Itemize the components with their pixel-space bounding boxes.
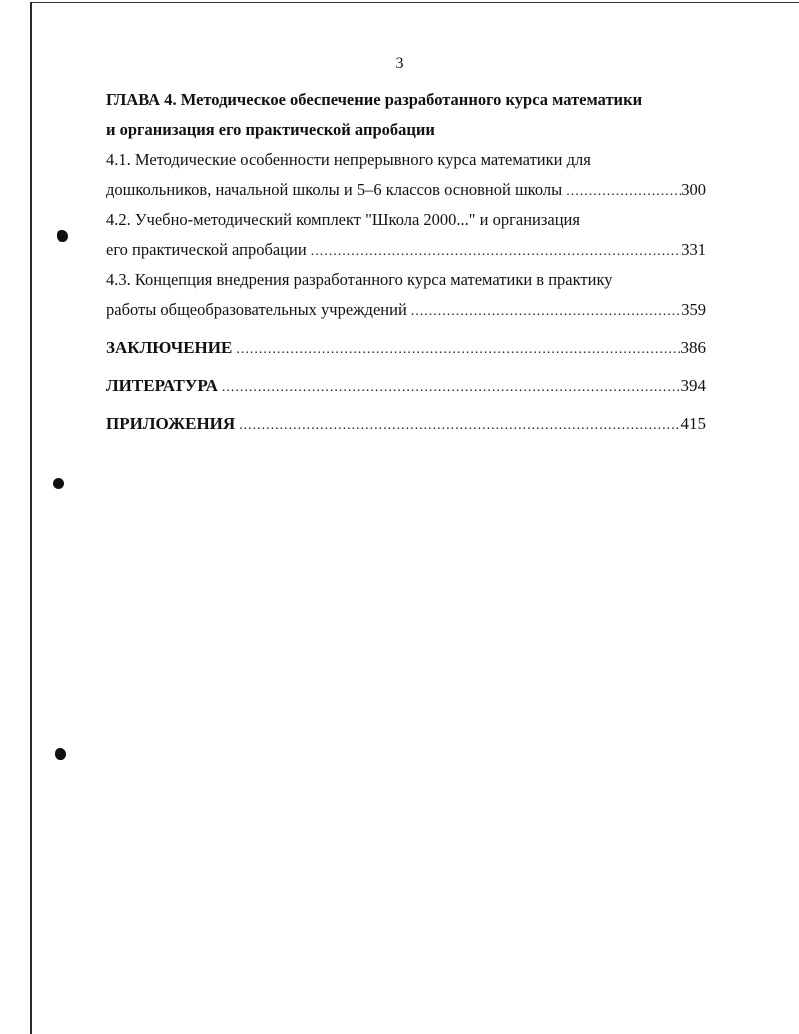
toc-section-4-2-page: 331 <box>681 240 706 259</box>
dot-leader <box>235 416 680 436</box>
toc-conclusion <box>106 338 706 360</box>
toc-conclusion-page: 386 <box>680 338 706 357</box>
toc-section-4-2-line-2 <box>106 240 706 262</box>
dot-leader <box>407 302 681 322</box>
dot-leader <box>218 378 681 398</box>
toc-section-4-1-line-2 <box>106 180 706 202</box>
dot-leader <box>232 340 680 360</box>
toc-section-4-3-line-1: 4.3. Концепция внедрения разработанного курса математики в практику <box>106 270 613 289</box>
dot-leader <box>562 182 681 202</box>
toc-section-4-3-page: 359 <box>681 300 706 319</box>
page-number: 3 <box>395 55 404 72</box>
toc-literature <box>106 376 706 398</box>
toc-section-4-1-title: дошкольников, начальной школы и 5–6 классов основной школы <box>106 180 563 199</box>
toc-literature-label: ЛИТЕРАТУРА <box>106 376 218 395</box>
toc-section-4-3-line-2 <box>106 300 706 322</box>
toc-section-4-1-page: 300 <box>681 180 706 199</box>
toc-appendices-label: ПРИЛОЖЕНИЯ <box>106 414 236 433</box>
scan-border-top <box>30 2 799 3</box>
toc-conclusion-label: ЗАКЛЮЧЕНИЕ <box>106 338 233 357</box>
scan-border-left <box>30 2 32 1034</box>
toc-section-4-2-line-1: 4.2. Учебно-методический комплект "Школа 2000..." и организация <box>106 210 580 229</box>
binding-hole-mark-icon <box>57 230 68 242</box>
toc-chapter-4-line-1: ГЛАВА 4. Методическое обеспечение разработанного курса математики <box>106 90 643 109</box>
toc-chapter-4-line-2: и организация его практической апробации <box>106 120 435 139</box>
toc-section-4-1-line-1: 4.1. Методические особенности непрерывного курса математики для <box>106 150 591 169</box>
dot-leader <box>307 242 682 262</box>
toc-section-4-2-title: его практической апробации <box>106 240 307 259</box>
toc-literature-page: 394 <box>680 376 706 395</box>
toc-appendices-page: 415 <box>680 414 706 433</box>
toc-appendices <box>106 414 706 436</box>
toc-section-4-3-title: работы общеобразовательных учреждений <box>106 300 407 319</box>
binding-hole-mark-icon <box>55 748 66 760</box>
binding-hole-mark-icon <box>53 478 64 489</box>
